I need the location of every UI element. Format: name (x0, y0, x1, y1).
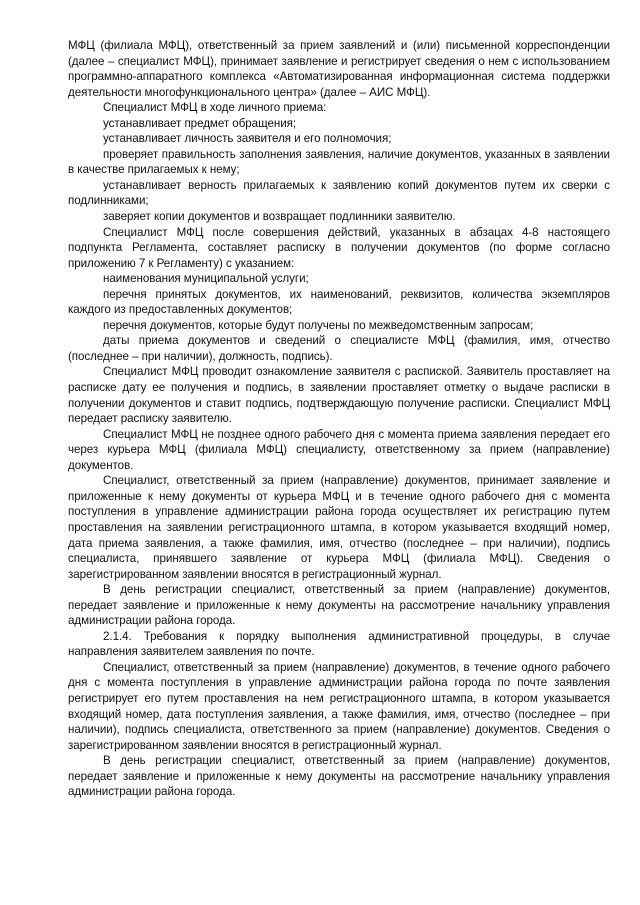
paragraph: перечня принятых документов, их наименований, реквизитов, количества экземпляров каждого из предоставленных документов; (68, 287, 610, 317)
paragraph: Специалист МФЦ после совершения действий, указанных в абзацах 4-8 настоящего подпункта Регламента, составляет расписку в получении документов (по форме согласно приложению 7 к Регламенту) с указанием: (68, 225, 610, 270)
paragraph: устанавливает верность прилагаемых к заявлению копий документов путем их сверки с подлинниками; (68, 178, 610, 208)
paragraph: устанавливает личность заявителя и его полномочия; (103, 132, 392, 146)
paragraph: даты приема документов и сведений о специалисте МФЦ (фамилия, имя, отчество (последнее – при наличии), должность, подпись). (68, 334, 610, 363)
paragraph: Специалист МФЦ проводит ознакомление заявителя с распиской. Заявитель проставляет на расписке дату ее получения и подпись, в заявлении проставляет отметку о выдаче расписки в получении документов и ставит подпись, подтверждающую получение расписки. Специалист МФЦ передает расписку заявителю. (68, 365, 610, 426)
paragraph: В день регистрации специалист, ответственный за прием (направление) документов, передает заявление и приложенные к нему документы на рассмотрение начальнику управления администрации района города. (68, 583, 610, 628)
document-page (68, 38, 610, 800)
paragraph: проверяет правильность заполнения заявления, наличие документов, указанных в заявлении в качестве прилагаемых к нему; (68, 147, 610, 177)
section-heading-2-1-4: 2.1.4. Требования к порядку выполнения административной процедуры, в случае направления заявителем заявления по почте. (68, 629, 610, 659)
paragraph: Специалист МФЦ в ходе личного приема: (103, 101, 327, 115)
paragraph: устанавливает предмет обращения; (103, 116, 297, 130)
paragraph: Специалист МФЦ не позднее одного рабочего дня с момента приема заявления передает его через курьера МФЦ (филиала МФЦ) специалисту, ответственному за прием (направление) документов. (68, 427, 610, 472)
paragraph: наименования муниципальной услуги; (103, 272, 309, 286)
paragraph: Специалист, ответственный за прием (направление) документов, в течение одного рабочего дня с момента поступления в управление администрации района города по почте заявления регистрирует его путем проставления на нем регистрационного штампа, в котором указывается входящий номер, дата поступления заявления, а также фамилия, имя, отчество (последнее – при наличии), подпись специалиста, ответственного за прием (направление) документов. Сведения о зарегистрированном заявлении вносятся в регистрационный журнал. (68, 660, 610, 752)
paragraph: перечня документов, которые будут получены по межведомственным запросам; (103, 318, 534, 332)
paragraph: заверяет копии документов и возвращает подлинники заявителю. (103, 210, 456, 224)
paragraph: Специалист, ответственный за прием (направление) документов, принимает заявление и приложенные к нему документы от курьера МФЦ и в течение одного рабочего дня с момента поступления в управление администрации района города осуществляет их регистрацию путем проставления на заявлении регистрационного штампа, в котором указывается входящий номер, дата приема заявления, а также фамилия, имя, отчество (последнее – при наличии), подпись специалиста, принявшего заявление от курьера МФЦ (филиала МФЦ). Сведения о зарегистрированном заявлении вносятся в регистрационный журнал. (68, 474, 610, 581)
paragraph: МФЦ (филиала МФЦ), ответственный за прием заявлений и (или) письменной корреспонденции (далее – специалист МФЦ), принимает заявление и регистрирует сведения о нем с использованием программно-аппаратного комплекса «Автоматизированная информационная система поддержки деятельности многофункционального центра» (далее – АИС МФЦ). (68, 39, 610, 99)
paragraph: В день регистрации специалист, ответственный за прием (направление) документов, передает заявление и приложенные к нему документы на рассмотрение начальнику управления администрации района города. (68, 754, 610, 799)
